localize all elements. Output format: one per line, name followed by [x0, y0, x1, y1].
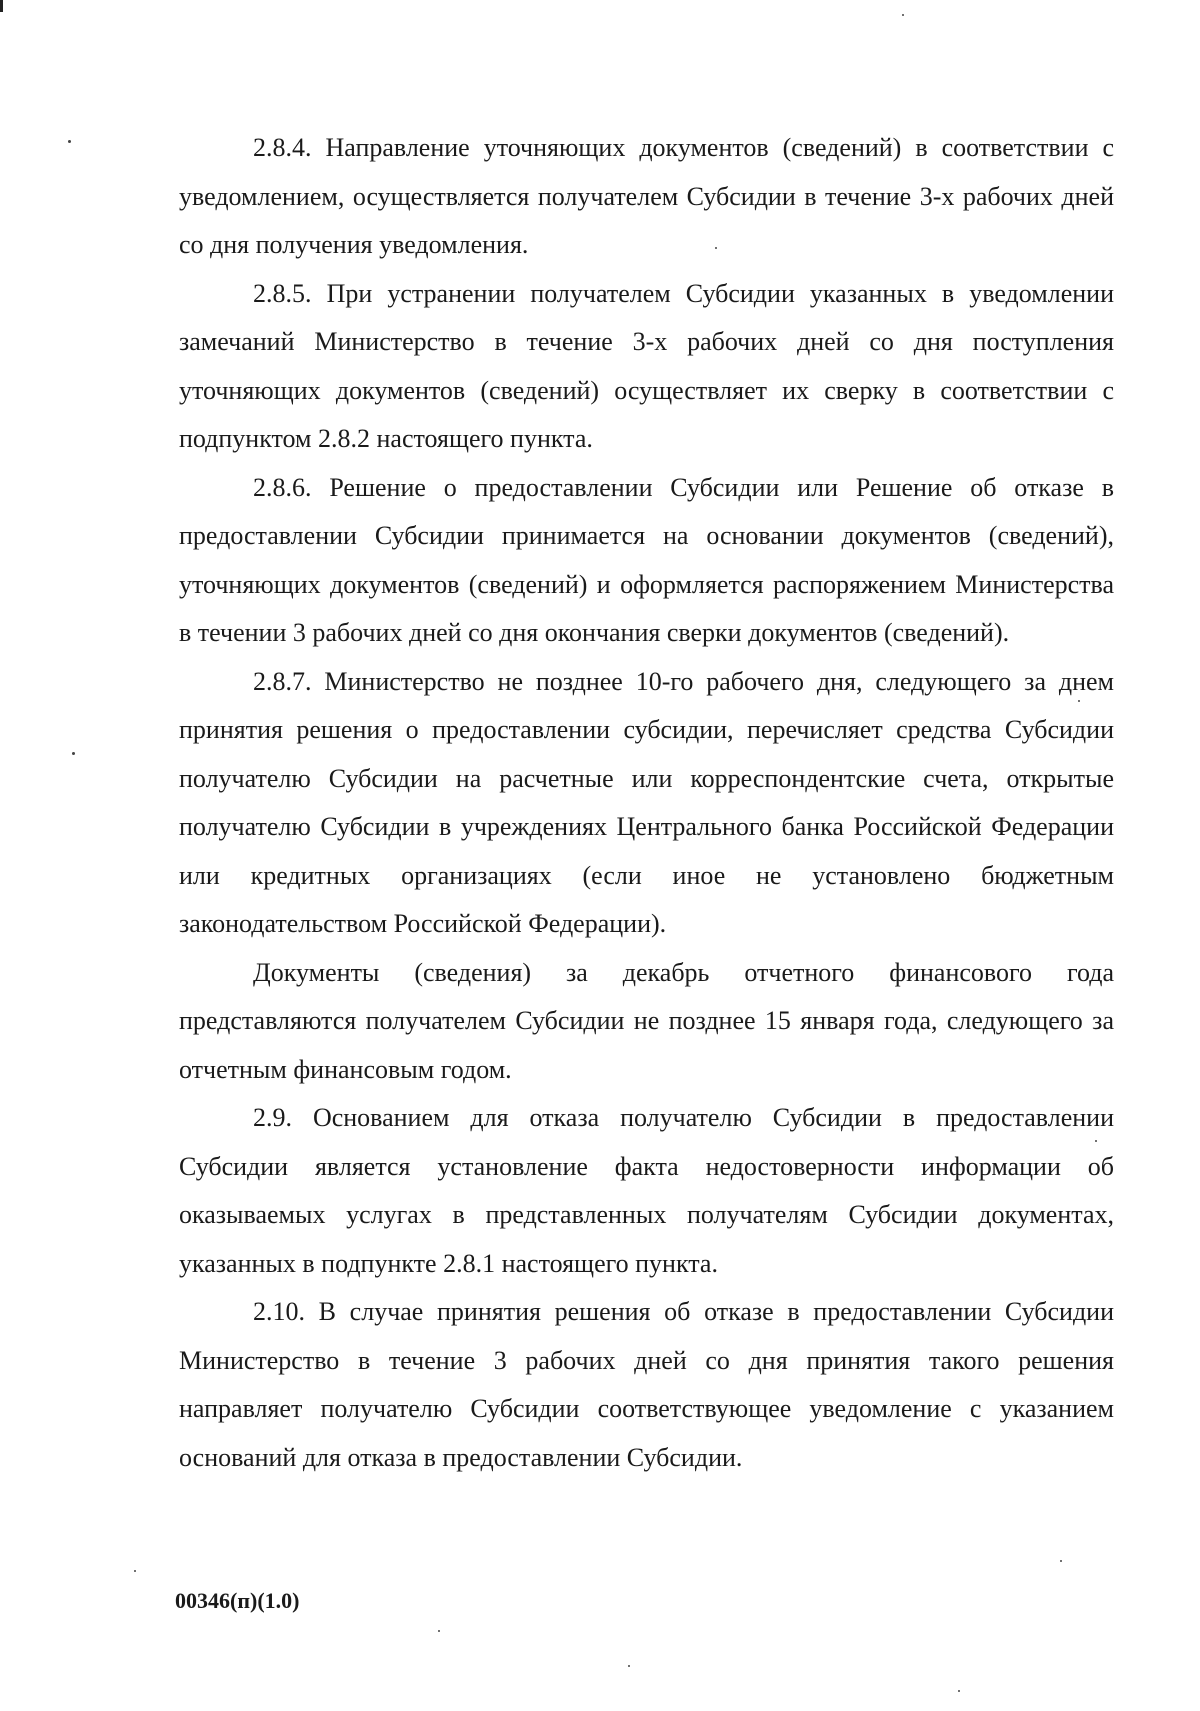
paragraph-2-9: 2.9. Основанием для отказа получателю Субсидии в предоставлении Субсидии является установление факта недостоверности информации об оказываемых услугах в представленных получателям Субсидии документах, указанных в подпункте 2.8.1 настоящего пункта. — [179, 1103, 1114, 1278]
scan-speck — [1095, 1140, 1097, 1142]
scan-speck — [628, 1665, 630, 1667]
paragraph-2-8-6: 2.8.6. Решение о предоставлении Субсидии или Решение об отказе в предоставлении Субсидии принимается на основании документов (сведений), уточняющих документов (сведений) и оформляется распоряжением Министерства в течении 3 рабочих дней со дня окончания сверки документов (сведений). — [179, 472, 1114, 647]
scan-speck — [715, 247, 717, 249]
document-code: 00346(п)(1.0) — [175, 1588, 300, 1613]
paragraph-documents-december: Документы (сведения) за декабрь отчетного финансового года представляются получателем Субсидии не позднее 15 января года, следующего за отчетным финансовым годом. — [179, 957, 1114, 1084]
paragraph-2-8-4: 2.8.4. Направление уточняющих документов (сведений) в соответствии с уведомлением, осуществляется получателем Субсидии в течение 3-х рабочих дней со дня получения уведомления. — [179, 133, 1114, 259]
paragraph-2-8-7: 2.8.7. Министерство не позднее 10-го рабочего дня, следующего за днем принятия решения о предоставлении субсидии, перечисляет средства Субсидии получателю Субсидии на расчетные или корреспондентские счета, открытые получателю Субсидии в учреждениях Центрального банка Российской Федерации или кредитных организациях (если иное не установлено бюджетным законодательством Российской Федерации). — [179, 666, 1114, 938]
scan-speck — [68, 140, 71, 143]
scan-speck — [438, 1630, 440, 1632]
document-body — [179, 124, 1114, 1482]
scan-speck — [72, 752, 75, 755]
scan-corner-mark — [0, 0, 3, 12]
scan-speck — [958, 1690, 960, 1692]
paragraph-2-10: 2.10. В случае принятия решения об отказе в предоставлении Субсидии Министерство в течение 3 рабочих дней со дня принятия такого решения направляет получателю Субсидии соответствующее уведомление с указанием оснований для отказа в предоставлении Субсидии. — [179, 1297, 1114, 1472]
scan-speck — [134, 1570, 136, 1572]
scan-speck — [1060, 1560, 1062, 1562]
scan-speck — [1078, 700, 1080, 702]
scan-speck — [902, 14, 904, 16]
paragraph-2-8-5: 2.8.5. При устранении получателем Субсидии указанных в уведомлении замечаний Министерство в течение 3-х рабочих дней со дня поступления уточняющих документов (сведений) осуществляет их сверку в соответствии с подпунктом 2.8.2 настоящего пункта. — [179, 278, 1114, 453]
